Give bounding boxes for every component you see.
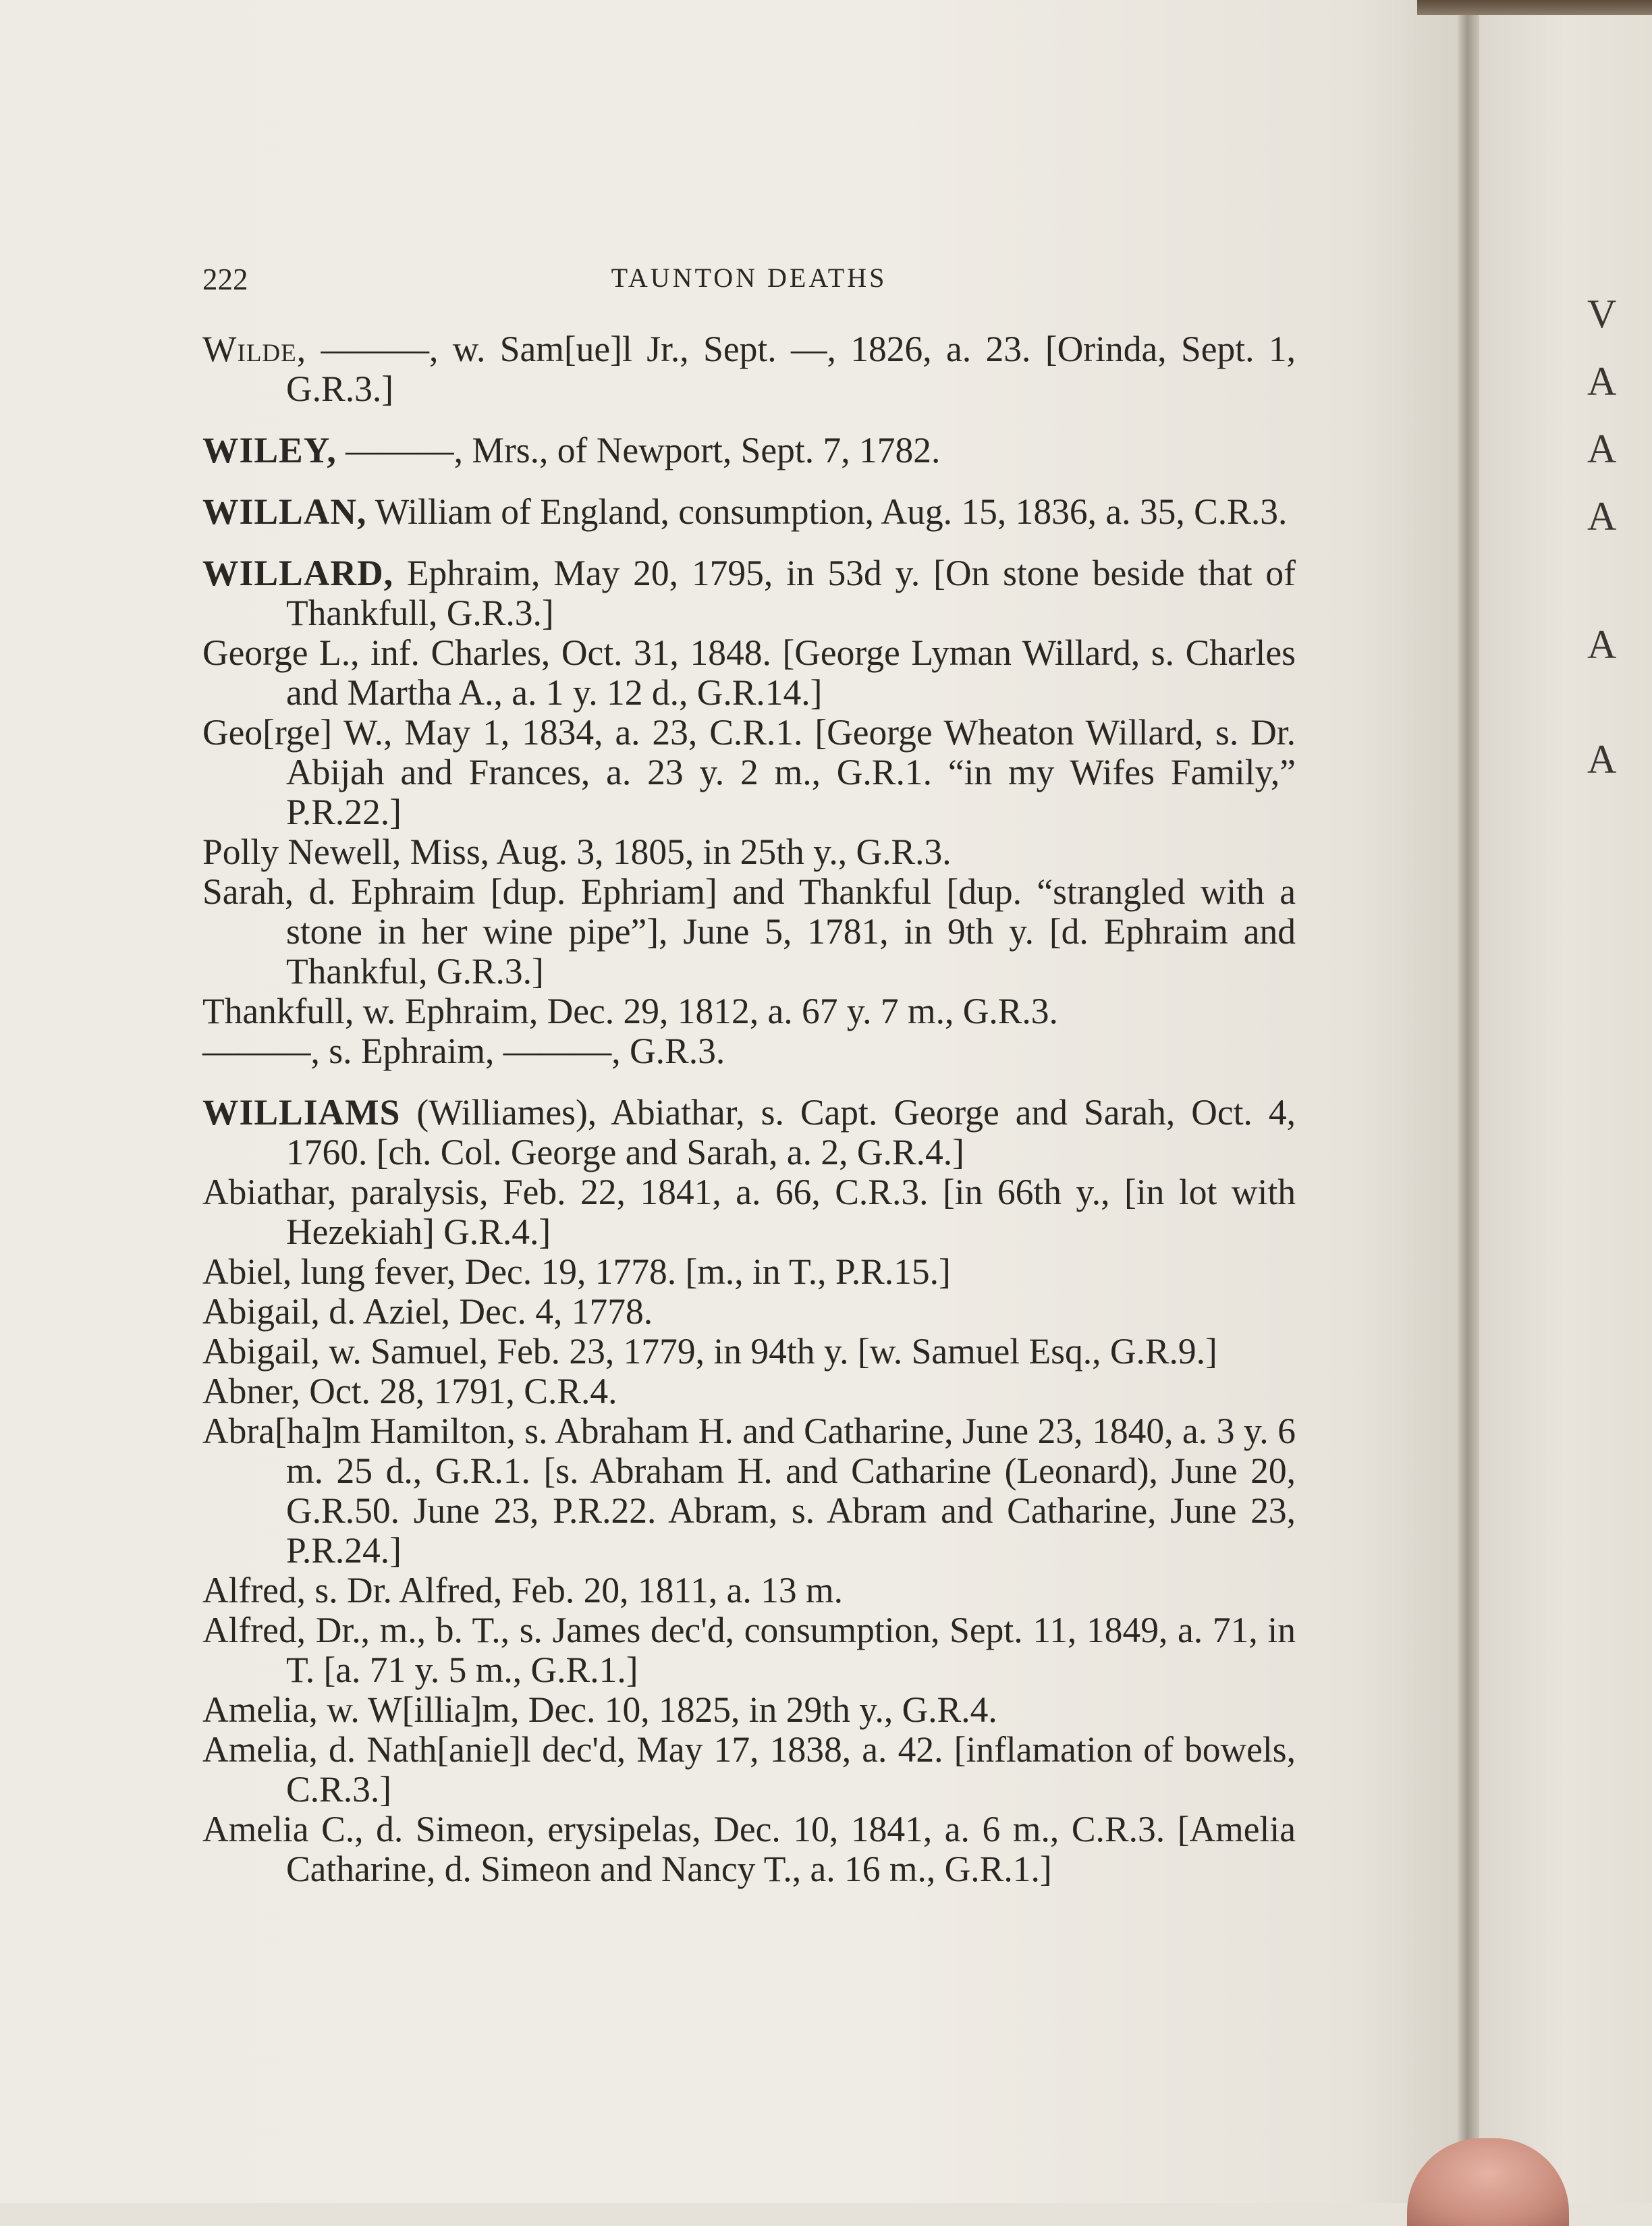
entry-surname: WILLIAMS (202, 1092, 401, 1133)
entry-text: Amelia C., d. Simeon, erysipelas, Dec. 10, 1841, a. 6 m., C.R.3. [Amelia Catharine, d. Simeon and Nancy T., a. 16 m., G.R.1.] (202, 1809, 1296, 1889)
entry-text: George L., inf. Charles, Oct. 31, 1848. [George Lyman Willard, s. Charles and Martha A., a. 1 y. 12 d., G.R.14.] (202, 632, 1296, 713)
right-page-letter: A (1587, 427, 1617, 471)
right-page-letter: A (1587, 359, 1617, 404)
entry-text: Polly Newell, Miss, Aug. 3, 1805, in 25th y., G.R.3. (202, 832, 952, 872)
right-page-letter: A (1587, 737, 1617, 782)
right-page-letter: V (1587, 292, 1617, 336)
entry-text: ———, w. Sam[ue]l Jr., Sept. —, 1826, a. 23. [Orinda, Sept. 1, G.R.3.] (286, 329, 1296, 409)
death-entry (202, 1093, 1296, 1172)
entry-text: Abiathar, paralysis, Feb. 22, 1841, a. 66, C.R.3. [in 66th y., [in lot with Hezekiah] G.R.4.] (202, 1172, 1296, 1252)
death-entry (202, 1031, 1296, 1071)
entry-text: Amelia, w. W[illia]m, Dec. 10, 1825, in 29th y., G.R.4. (202, 1689, 997, 1730)
entry-text: Geo[rge] W., May 1, 1834, a. 23, C.R.1. [George Wheaton Willard, s. Dr. Abijah and Frances, a. 23 y. 2 m., G.R.1. “in my Wifes Family,” P.R.22.] (202, 712, 1296, 832)
entry-text: William of England, consumption, Aug. 15, 1836, a. 35, C.R.3. (366, 491, 1288, 532)
death-entry (202, 633, 1296, 713)
death-entry (202, 1690, 1296, 1730)
death-entry (202, 832, 1296, 872)
entry-surname: WILLAN, (202, 491, 367, 532)
entry-text: Alfred, s. Dr. Alfred, Feb. 20, 1811, a. 13 m. (202, 1570, 843, 1610)
death-entry (202, 1610, 1296, 1690)
entry-surname: WILEY, (202, 430, 337, 470)
death-entry (202, 553, 1296, 633)
book-gutter (1458, 0, 1479, 2203)
death-entry (202, 1252, 1296, 1292)
page-number: 222 (202, 263, 248, 296)
entry-text: Abiel, lung fever, Dec. 19, 1778. [m., in T., P.R.15.] (202, 1251, 951, 1292)
entries-list (202, 329, 1296, 1889)
death-entry (202, 329, 1296, 409)
death-entry (202, 431, 1296, 470)
entry-text: Sarah, d. Ephraim [dup. Ephriam] and Thankful [dup. “strangled with a stone in her wine pipe”], June 5, 1781, in 9th y. [d. Ephraim and Thankful, G.R.3.] (202, 871, 1296, 992)
death-entry (202, 1411, 1296, 1571)
death-entry (202, 1292, 1296, 1332)
entry-text: ———, Mrs., of Newport, Sept. 7, 1782. (336, 430, 941, 470)
entry-text: ———, s. Ephraim, ———, G.R.3. (202, 1031, 725, 1071)
death-entry (202, 992, 1296, 1031)
death-entry (202, 1372, 1296, 1411)
page-header (202, 262, 1296, 309)
death-entry (202, 1172, 1296, 1252)
entry-text: Alfred, Dr., m., b. T., s. James dec'd, consumption, Sept. 11, 1849, a. 71, in T. [a. 71 y. 5 m., G.R.1.] (202, 1610, 1296, 1690)
entry-text: Abner, Oct. 28, 1791, C.R.4. (202, 1371, 617, 1411)
death-entry (202, 1332, 1296, 1372)
death-entry (202, 713, 1296, 832)
entry-text: Abigail, w. Samuel, Feb. 23, 1779, in 94th y. [w. Samuel Esq., G.R.9.] (202, 1331, 1217, 1372)
death-entry (202, 1810, 1296, 1889)
book-cover-edge (1417, 0, 1652, 15)
entry-text: Amelia, d. Nath[anie]l dec'd, May 17, 1838, a. 42. [inflamation of bowels, C.R.3.] (202, 1729, 1296, 1810)
death-entry (202, 872, 1296, 992)
running-head: TAUNTON DEATHS (611, 263, 887, 293)
death-entry (202, 1730, 1296, 1810)
entry-text: Thankfull, w. Ephraim, Dec. 29, 1812, a. 67 y. 7 m., G.R.3. (202, 991, 1058, 1031)
entry-text: Abra[ha]m Hamilton, s. Abraham H. and Catharine, June 23, 1840, a. 3 y. 6 m. 25 d., G.R.1. [s. Abraham H. and Catharine (Leonard), June 20, G.R.50. June 23, P.R.22. Abram, s. Abram and Catharine, June 23, P.R.24.] (202, 1411, 1296, 1571)
right-page-letter: A (1587, 622, 1617, 667)
death-entry (202, 1571, 1296, 1610)
death-entry (202, 492, 1296, 532)
entry-text: (Williames), Abiathar, s. Capt. George and Sarah, Oct. 4, 1760. [ch. Col. George and Sarah, a. 2, G.R.4.] (286, 1092, 1296, 1172)
entry-surname: Wilde, (202, 329, 307, 369)
entry-surname: WILLARD, (202, 553, 393, 593)
entry-text: Ephraim, May 20, 1795, in 53d y. [On stone beside that of Thankfull, G.R.3.] (286, 553, 1296, 633)
right-page-letter: A (1587, 494, 1617, 539)
entry-text: Abigail, d. Aziel, Dec. 4, 1778. (202, 1291, 653, 1332)
right-page-text (1587, 280, 1652, 793)
